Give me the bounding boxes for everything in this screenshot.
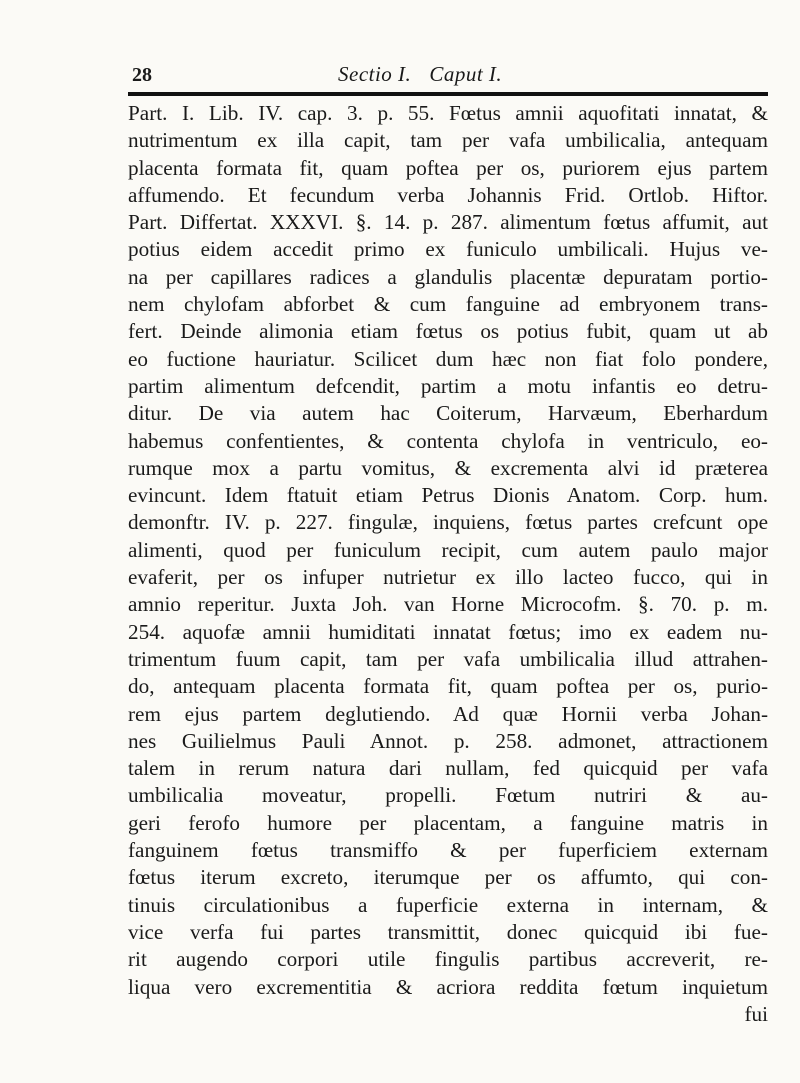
text-line: demonftr. IV. p. 227. fingulæ, inquiens, fœtus partes crefcunt ope <box>128 510 768 535</box>
text-line: nem chylofam abforbet & cum fanguine ad embryonem trans- <box>128 292 768 317</box>
text-line: na per capillares radices a glandulis placentæ depuratam portio- <box>128 264 768 289</box>
text-line: affumendo. Et fecundum verba Johannis Frid. Ortlob. Hiftor. <box>128 182 768 207</box>
text-line: alimenti, quod per funiculum recipit, cum autem paulo major <box>128 537 768 562</box>
text-line: amnio reperitur. Juxta Joh. van Horne Microcofm. §. 70. p. m. <box>128 592 768 617</box>
text-line: vice verfa fui partes transmittit, donec quicquid ibi fue- <box>128 919 768 944</box>
text-line: do, antequam placenta formata fit, quam poftea per os, purio- <box>128 674 768 699</box>
text-line: potius eidem accedit primo ex funiculo umbilicali. Hujus ve- <box>128 237 768 262</box>
text-line: rem ejus partem deglutiendo. Ad quæ Hornii verba Johan- <box>128 701 768 726</box>
text-line: liqua vero excrementitia & acriora reddita fœtum inquietum <box>128 974 768 999</box>
text-line: habemus confentientes, & contenta chylofa in ventriculo, eo- <box>128 428 768 453</box>
header-rule <box>128 92 768 96</box>
text-line: nutrimentum ex illa capit, tam per vafa umbilicalia, antequam <box>128 128 768 153</box>
body-text <box>128 100 768 1028</box>
running-head <box>338 62 502 87</box>
text-line: rumque mox a partu vomitus, & excrementa alvi id præterea <box>128 455 768 480</box>
text-line: trimentum fuum capit, tam per vafa umbilicalia illud attrahen- <box>128 646 768 671</box>
text-line: Part. I. Lib. IV. cap. 3. p. 55. Fœtus amnii aquofitati innatat, & <box>128 101 768 125</box>
page-number: 28 <box>132 64 152 86</box>
text-line: geri ferofo humore per placentam, a fanguine matris in <box>128 810 768 835</box>
text-line: 254. aquofæ amnii humiditati innatat fœtus; imo ex eadem nu- <box>128 619 768 644</box>
text-line: partim alimentum defcendit, partim a motu infantis eo detru- <box>128 373 768 398</box>
catchword: fui <box>744 1001 768 1026</box>
chapter-label: Caput I. <box>429 62 503 86</box>
text-line: placenta formata fit, quam poftea per os, puriorem ejus partem <box>128 155 768 180</box>
text-line: talem in rerum natura dari nullam, fed quicquid per vafa <box>128 756 768 781</box>
text-line: fert. Deinde alimonia etiam fœtus os potius fubit, quam ut ab <box>128 319 768 344</box>
text-line: tinuis circulationibus a fuperficie externa in internam, & <box>128 892 768 917</box>
page-header <box>128 58 768 90</box>
text-line: Part. Differtat. XXXVI. §. 14. p. 287. alimentum fœtus affumit, aut <box>128 210 768 235</box>
text-line: eo fuctione hauriatur. Scilicet dum hæc non fiat folo pondere, <box>128 346 768 371</box>
text-line: umbilicalia moveatur, propelli. Fœtum nutriri & au- <box>128 783 768 808</box>
text-line: fœtus iterum excreto, iterumque per os affumto, qui con- <box>128 865 768 890</box>
text-line: rit augendo corpori utile fingulis partibus accreverit, re- <box>128 947 768 972</box>
text-line: ditur. De via autem hac Coiterum, Harvæum, Eberhardum <box>128 401 768 426</box>
section-label: Sectio I. <box>338 62 412 86</box>
text-line: nes Guilielmus Pauli Annot. p. 258. admonet, attractionem <box>128 728 768 753</box>
text-line: evincunt. Idem ftatuit etiam Petrus Dionis Anatom. Corp. hum. <box>128 483 768 508</box>
text-line: evaferit, per os infuper nutrietur ex illo lacteo fucco, qui in <box>128 565 768 590</box>
text-line: fanguinem fœtus transmiffo & per fuperficiem externam <box>128 838 768 863</box>
